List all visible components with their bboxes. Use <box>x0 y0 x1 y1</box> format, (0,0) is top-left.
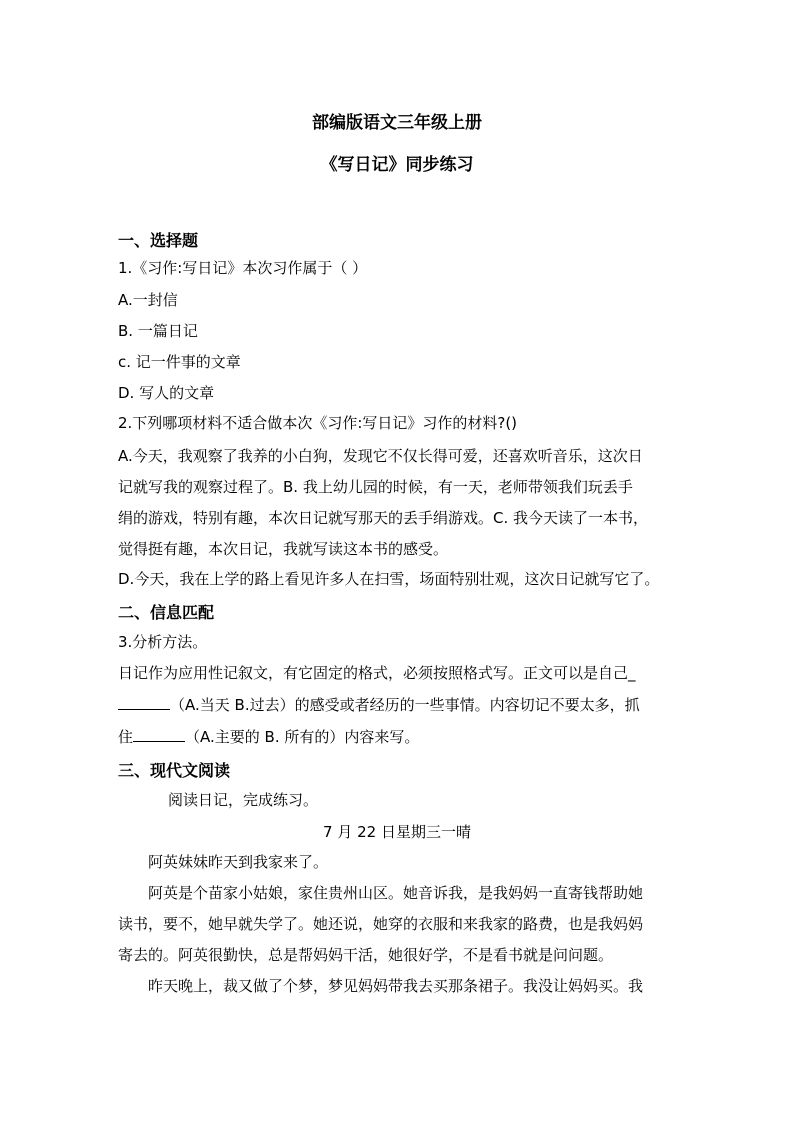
q2-line: D.今天，我在上学的路上看见许多人在扫雪，场面特别壮观，这次日记就写它了。 <box>118 570 660 588</box>
answer-blank[interactable] <box>133 726 185 742</box>
q1-option-b: B. 一篇日记 <box>118 322 198 340</box>
q1-option-a: A.一封信 <box>118 291 178 309</box>
diary-paragraph-2-line: 阿英是个苗家小姑娘，家住贵州山区。她音诉我，是我妈妈一直寄钱帮助她 <box>148 884 644 902</box>
q3-line-2 <box>118 694 678 715</box>
diary-paragraph-2-line: 读书，要不，她早就失学了。她还说，她穿的衣服和来我家的路费，也是我妈妈 <box>118 915 644 933</box>
reading-instruction: 阅读日记，完成练习。 <box>168 791 319 809</box>
doc-title: 部编版语文三年级上册 <box>312 113 482 133</box>
diary-date: 7 月 22 日星期三一晴 <box>323 823 471 841</box>
q2-line: 绢的游戏，特别有趣，本次日记就写那天的丢手绢游戏。C. 我今天读了一本书， <box>118 509 649 527</box>
section-heading-match: 二、信息匹配 <box>118 603 215 622</box>
q2-line: 记就写我的观察过程了。B. 我上幼儿园的时候，有一天，老师带领我们玩丢手 <box>118 478 633 496</box>
diary-paragraph-1: 阿英妹妹昨天到我家来了。 <box>148 853 329 871</box>
section-heading-choice: 一、选择题 <box>118 231 199 250</box>
q2-line: 觉得挺有趣，本次日记，我就写读这本书的感受。 <box>118 540 449 558</box>
q3-line-3 <box>118 726 678 747</box>
q3-line-1: 日记作为应用性记叙文，有它固定的格式，必须按照格式写。正文可以是自己_ <box>118 664 636 682</box>
q3-line-2-text: （A.当天 B.过去）的感受或者经历的一些事情。内容切记不要太多，抓 <box>170 696 640 714</box>
diary-paragraph-3: 昨天晚上，裁又做了个梦，梦见妈妈带我去买那条裙子。我没让妈妈买。我 <box>148 977 644 995</box>
answer-blank[interactable] <box>118 694 170 710</box>
question-3: 3.分析方法。 <box>118 633 208 651</box>
question-1: 1.《习作:写日记》本次习作属于（ ） <box>118 259 368 277</box>
diary-paragraph-2-line: 寄去的。阿英很勤快，总是帮妈妈干活，她很好学，不是看书就是问问题。 <box>118 946 614 964</box>
q2-line: A.今天，我观察了我养的小白狗，发现它不仅长得可爱，还喜欢听音乐，这次日 <box>118 447 643 465</box>
q3-line-3-prefix: 住 <box>118 728 134 746</box>
section-heading-reading: 三、现代文阅读 <box>118 761 231 780</box>
doc-subtitle: 《写日记》同步练习 <box>320 155 474 175</box>
question-2: 2.下列哪项材料不适合做本次《习作:写日记》习作的材料?() <box>118 414 518 432</box>
q3-line-3-text: （A.主要的 B. 所有的）内容来写。 <box>185 728 420 746</box>
q1-option-c: c. 记一件事的文章 <box>118 353 241 371</box>
q1-option-d: D. 写人的文章 <box>118 384 215 402</box>
